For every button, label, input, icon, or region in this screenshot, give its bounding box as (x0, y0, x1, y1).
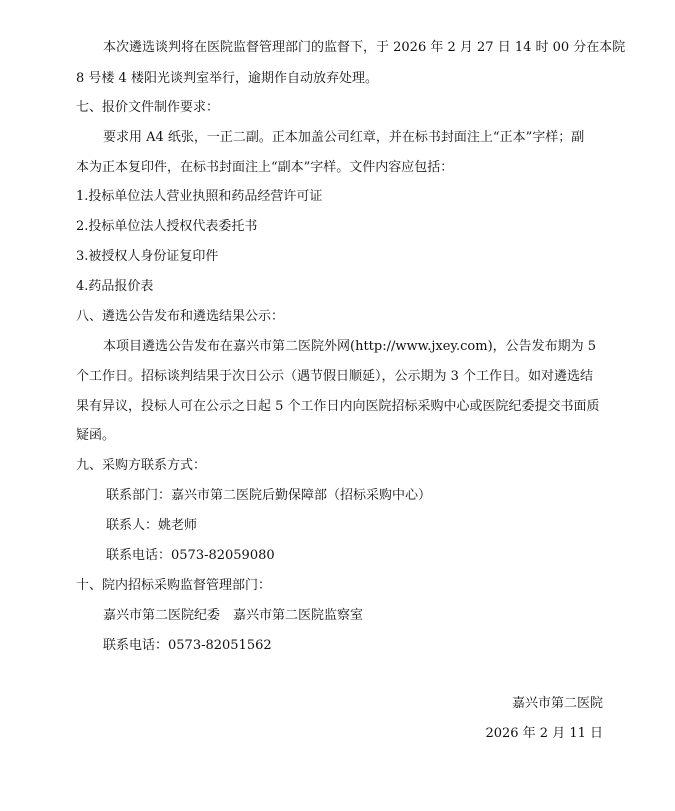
intro-paragraph-line-1: 本次遴选谈判将在医院监督管理部门的监督下，于 2026 年 2 月 27 日 14 时 00 分在本院 (103, 40, 626, 55)
list-item: 3.被授权人身份证复印件 (76, 249, 219, 264)
section-10-heading: 十、院内招标采购监督管理部门： (76, 578, 272, 593)
list-item: 4.药品报价表 (76, 279, 154, 294)
section-9-heading: 九、采购方联系方式： (76, 458, 207, 473)
contact-person: 联系人：姚老师 (106, 518, 198, 533)
section-8-paragraph-line-1: 本项目遴选公告发布在嘉兴市第二医院外网(http://www.jxey.com)，公告发布期为 5 (103, 339, 597, 354)
signature-organization: 嘉兴市第二医院 (511, 696, 603, 711)
contact-phone: 联系电话：0573-82059080 (106, 548, 275, 563)
section-7-paragraph-line-2: 本为正本复印件，在标书封面注上“副本”字样。文件内容应包括： (76, 160, 454, 175)
section-8-paragraph-line-3: 果有异议，投标人可在公示之日起 5 个工作日内向医院招标采购中心或医院纪委提交书面质 (76, 399, 600, 414)
contact-department: 联系部门：嘉兴市第二医院后勤保障部（招标采购中心） (106, 488, 432, 503)
section-7-paragraph-line-1: 要求用 A4 纸张，一正二副。正本加盖公司红章，并在标书封面注上“正本”字样；副 (103, 130, 585, 145)
list-item: 1.投标单位法人营业执照和药品经营许可证 (76, 189, 323, 204)
section-7-heading: 七、报价文件制作要求： (76, 100, 220, 115)
section-8-paragraph-line-4: 疑函。 (76, 428, 116, 443)
list-item: 2.投标单位法人授权代表委托书 (76, 219, 258, 234)
supervision-departments: 嘉兴市第二医院纪委 嘉兴市第二医院监察室 (103, 608, 364, 623)
supervision-phone: 联系电话：0573-82051562 (103, 638, 272, 653)
section-8-heading: 八、遴选公告发布和遴选结果公示： (76, 309, 285, 324)
signature-date: 2026 年 2 月 11 日 (485, 726, 603, 741)
intro-paragraph-line-2: 8 号楼 4 楼阳光谈判室举行，逾期作自动放弃处理。 (76, 71, 378, 86)
section-8-paragraph-line-2: 个工作日。招标谈判结果于次日公示（遇节假日顺延），公示期为 3 个工作日。如对遴选结 (76, 369, 594, 384)
